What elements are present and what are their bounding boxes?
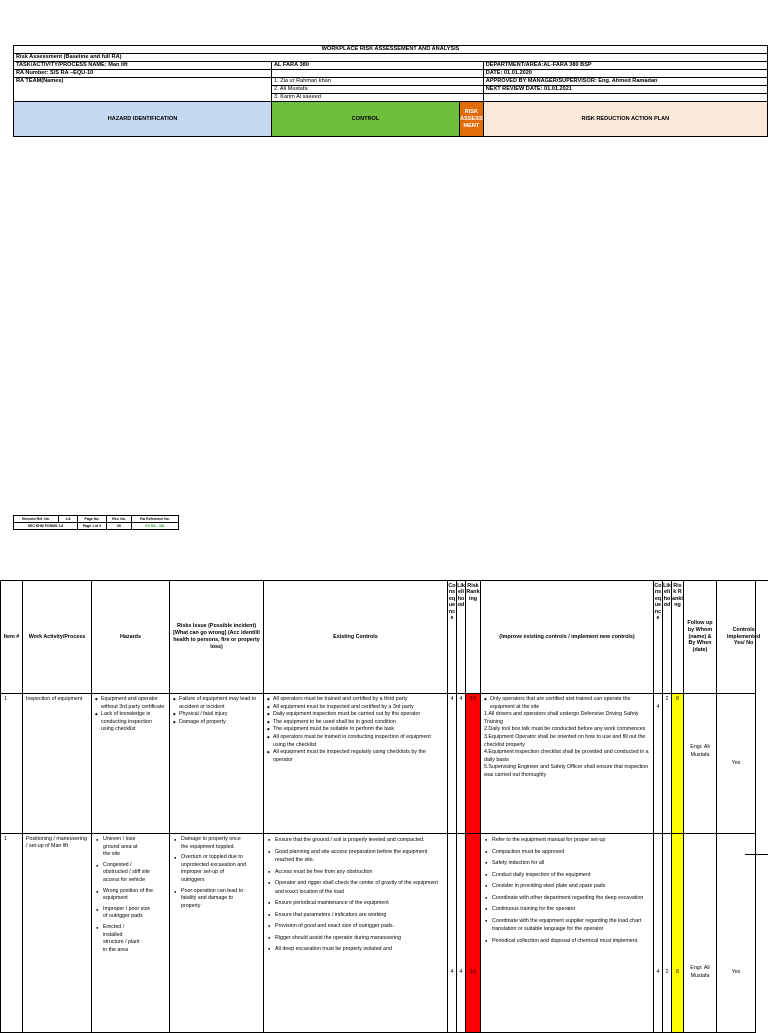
row1-existing-control: ◆ All operators must be trained and certified by a third party xyxy=(273,696,444,704)
header-table xyxy=(13,45,768,137)
row1-consequence-2: 4 xyxy=(653,693,663,834)
row2-likelihood: 4 xyxy=(456,833,466,1033)
risk-assessment-table xyxy=(0,580,768,1024)
row2-existing-control: ● Good planning and site access preparation before the equipment reached the site. xyxy=(275,848,444,865)
row1-likelihood: 4 xyxy=(456,693,466,834)
col-header-hazards: Hazards xyxy=(91,580,170,694)
rev-label: Rev. No. xyxy=(107,516,132,523)
sec-forms: SEC EHM FORMS 2.8 xyxy=(14,523,78,530)
row1-follow-up: Engr. Ali Mustafa xyxy=(683,693,717,834)
row1-improve-item: 3.Equipment Operator shall be oriented on how to use and fill out the checklist properly xyxy=(484,733,646,748)
page-label: Page No. xyxy=(78,516,107,523)
row2-risk-ranking-2: 8 xyxy=(671,833,684,1033)
row2-existing-controls xyxy=(263,833,448,1033)
row2-improve-item: ● Conduct daily inspection of the equipment xyxy=(492,871,650,880)
band-hazard-identification: HAZARD IDENTIFICATION xyxy=(14,102,272,137)
band-control: CONTROL xyxy=(272,102,460,137)
col-header-likelihood-2: Likelihood xyxy=(662,580,672,694)
col-header-consequence: Consequence xyxy=(447,580,457,694)
row1-implemented: Yes xyxy=(716,693,756,834)
row2-consequence-2: 4 xyxy=(653,833,663,1033)
task-name: TASK/ACTIVITY/PROCESS NAME: Man lift xyxy=(14,62,272,70)
band-risk-assessment: RISK ASSESS MENT xyxy=(460,102,484,137)
row2-risks xyxy=(169,833,264,1033)
ra-number: RA Number: S/S RA –EQU-10 xyxy=(14,70,272,78)
ra-ref-label: RA Reference No. xyxy=(132,516,179,523)
row2-implemented: Yes xyxy=(716,833,756,1033)
row2-improve-controls xyxy=(480,833,654,1033)
row1-improve-item: 4.Equipment inspection checklist shall be provided and conducted in a daily basis xyxy=(484,749,649,763)
col-header-item: Item # xyxy=(0,580,23,694)
row1-activity: Inspection of equipment xyxy=(22,693,92,834)
row1-risks xyxy=(169,693,264,834)
row2-hazard: ● Erected / installed structure / plant in the area xyxy=(103,924,166,954)
row2-improve-item: ● Coordinate with the equipment supplier regarding the load chart translation or suitable language for the operator xyxy=(492,917,650,934)
element-ref: 2.8 xyxy=(59,516,78,523)
row2-item: 1 xyxy=(0,833,23,1033)
location: AL FARA 380 xyxy=(272,62,484,70)
row1-existing-control: ◆ The equipment must be suitable to perform the task xyxy=(273,726,444,734)
row2-hazard: ● Congested / obstructed / stiff site access for vehicle xyxy=(103,862,166,885)
row2-hazards xyxy=(91,833,170,1033)
row1-risk-ranking: 16 xyxy=(465,693,481,834)
row1-existing-controls xyxy=(263,693,448,834)
row2-existing-control: ● Operator and rigger shall check the center of gravity of the equipment and exact location of the load xyxy=(275,879,444,896)
row2-existing-control: ● Access must be free from any obstruction xyxy=(275,868,444,877)
row2-improve-item: ● Safety induction for all xyxy=(492,859,650,868)
row2-existing-control: ● Provision of good and exact size of outrigger pads. xyxy=(275,922,444,931)
row1-likelihood-2: 2 xyxy=(662,693,672,834)
form-title: WORKPLACE RISK ASSESSEMENT AND ANALYSIS xyxy=(14,46,768,54)
row1-existing-control: ◆ All equipment must be inspected regularly using checklists by the operator xyxy=(273,749,444,764)
row2-hazard: ● Uneven / lose ground area at the site xyxy=(103,836,166,859)
row1-improve-item: 2.Daily tool box talk must be conducted before any work commences xyxy=(484,726,646,733)
col-header-risks: Risks Issue (Possible incident) [What can go wrong] (Acc ident/ill health to persons, fire or property loss) xyxy=(169,580,264,694)
row2-hazard: ● Improper / poor size of outrigger pads xyxy=(103,906,166,921)
row2-existing-control: ● Ensure that parameters / indicators are working xyxy=(275,911,444,920)
row2-activity: Positioning / maneuvering / set-up of Man lift xyxy=(22,833,92,1033)
row1-hazard: ◆ Lack of knowledge in conducting inspection using checklist xyxy=(101,711,166,734)
team-member-2: 2. Ali Mustafa xyxy=(272,86,484,94)
row1-hazard: ◆ Equipment and operator without 3rd party certificate xyxy=(101,696,166,711)
row1-risk: ◆ Failure of equipment may lead to accident or incident xyxy=(179,696,260,711)
row1-existing-control: ◆ All equipment must be inspected and certified by a 3rd party xyxy=(273,704,444,712)
col-header-improve-controls: (Improve existing controls / implement new controls) xyxy=(480,580,654,694)
department: DEPARTMENT/AREA:AL-FARA 380 BSP xyxy=(483,62,767,70)
col-header-risk-ranking: Risk Ranking xyxy=(465,580,481,694)
row2-hazard: ● Wrong position of the equipment xyxy=(103,888,166,903)
col-header-existing-controls: Existing Controls xyxy=(263,580,448,694)
col-header-likelihood: Likelihood xyxy=(456,580,466,694)
row2-risk-ranking: 16 xyxy=(465,833,481,1033)
row2-improve-item: ● Consider in providing steel plate and spare pads xyxy=(492,882,650,891)
row2-existing-control: ● Ensure that the ground / soil is properly leveled and compacted. xyxy=(275,836,444,845)
row2-improve-item: ● Continuous training for the operator xyxy=(492,905,650,914)
row2-consequence: 4 xyxy=(447,833,457,1033)
next-review: NEXT REVIEW DATE: 01.01.2021 xyxy=(483,86,767,94)
row1-risk-ranking-2: 8 xyxy=(671,693,684,834)
row1-risk: ◆ Physical / fatal injury xyxy=(179,711,260,719)
row1-existing-control: ◆ All operators must be trained in conducting inspection of equipment using the checklist xyxy=(273,734,444,749)
rev-number: 00 xyxy=(107,523,132,530)
row1-improve-item: ◆ Only operators that are certified and trained can operate the equipment at the site xyxy=(484,696,631,710)
row2-improve-item: ● Refer to the equipment manual for proper set-up xyxy=(492,836,650,845)
table-divider xyxy=(745,854,768,855)
row1-improve-item: 1.All drivers and operators shall undergo Defensive Driving Safety Training xyxy=(484,711,639,725)
row1-hazards xyxy=(91,693,170,834)
col-header-risk-ranking-2: Risk Ranking xyxy=(671,580,684,694)
row2-follow-up: Engr. Ali Mustafa xyxy=(683,833,717,1033)
row2-improve-item: ● Coordinate with other department regarding the deep excavation xyxy=(492,894,650,903)
col-header-activity: Work Activity/Process xyxy=(22,580,92,694)
element-ref-label: Element Ref. No. xyxy=(14,516,59,523)
team-member-3: 3. Karim Al saeeed xyxy=(272,94,484,102)
row2-existing-control: ● Ensure periodical maintenance of the equipment xyxy=(275,899,444,908)
row1-existing-control: ◆ The equipment to be used shall be in good condition xyxy=(273,719,444,727)
ra-type: Risk Assessment (Baseline and full RA) xyxy=(14,54,768,62)
ra-reference: SS RA - 381 xyxy=(132,523,179,530)
ra-team-label: RA TEAM(Names) xyxy=(14,78,272,102)
approved-by: APPROVED BY MANAGER/SUPERVISOR: Eng. Ahmed Ramadan xyxy=(483,78,767,86)
row2-existing-control: ● Rigger should assist the operator during maneuvering xyxy=(275,934,444,943)
row2-improve-item: ● Periodical collection and disposal of chemical must implement. xyxy=(492,937,650,946)
date: DATE: 01.01.2020 xyxy=(483,70,767,78)
col-header-follow-up: Follow up by Whom (name) & By When (date) xyxy=(683,580,717,694)
band-risk-reduction-plan: RISK REDUCTION ACTION PLAN xyxy=(483,102,767,137)
row1-existing-control: ◆ Daily equipment inspection must be carried out by the operator xyxy=(273,711,444,719)
col-header-implemented: Controls Implemented Yes/ No xyxy=(716,580,756,694)
col-header-consequence-2: Consequence xyxy=(653,580,663,694)
page-number: Page 1 of 3 xyxy=(78,523,107,530)
row2-risk: ● Damage to property once the equipment toppled. xyxy=(181,836,260,851)
row1-improve-controls xyxy=(480,693,654,834)
team-member-1: 1. Zia ur Rahman khan xyxy=(272,78,484,86)
row1-consequence: 4 xyxy=(447,693,457,834)
row2-risk: ● Overturn or toppled due to unprotected excavation and improper set-up of outriggers xyxy=(181,854,260,884)
row1-improve-item: 5.Supervising Engineer and Safety Officer shall ensure that inspection was carried out thoroughly xyxy=(484,764,649,778)
row1-item: 1 xyxy=(0,693,23,834)
row2-risk: ● Poor operation can lead to fatality and damage to property xyxy=(181,888,260,911)
row2-existing-control: ● All deep excavation must be properly isolated and xyxy=(275,945,444,954)
row2-likelihood-2: 2 xyxy=(662,833,672,1033)
row1-risk: ◆ Damage of property xyxy=(179,719,260,727)
form-reference-table xyxy=(13,515,179,530)
row2-improve-item: ● Compaction must be approved xyxy=(492,848,650,857)
